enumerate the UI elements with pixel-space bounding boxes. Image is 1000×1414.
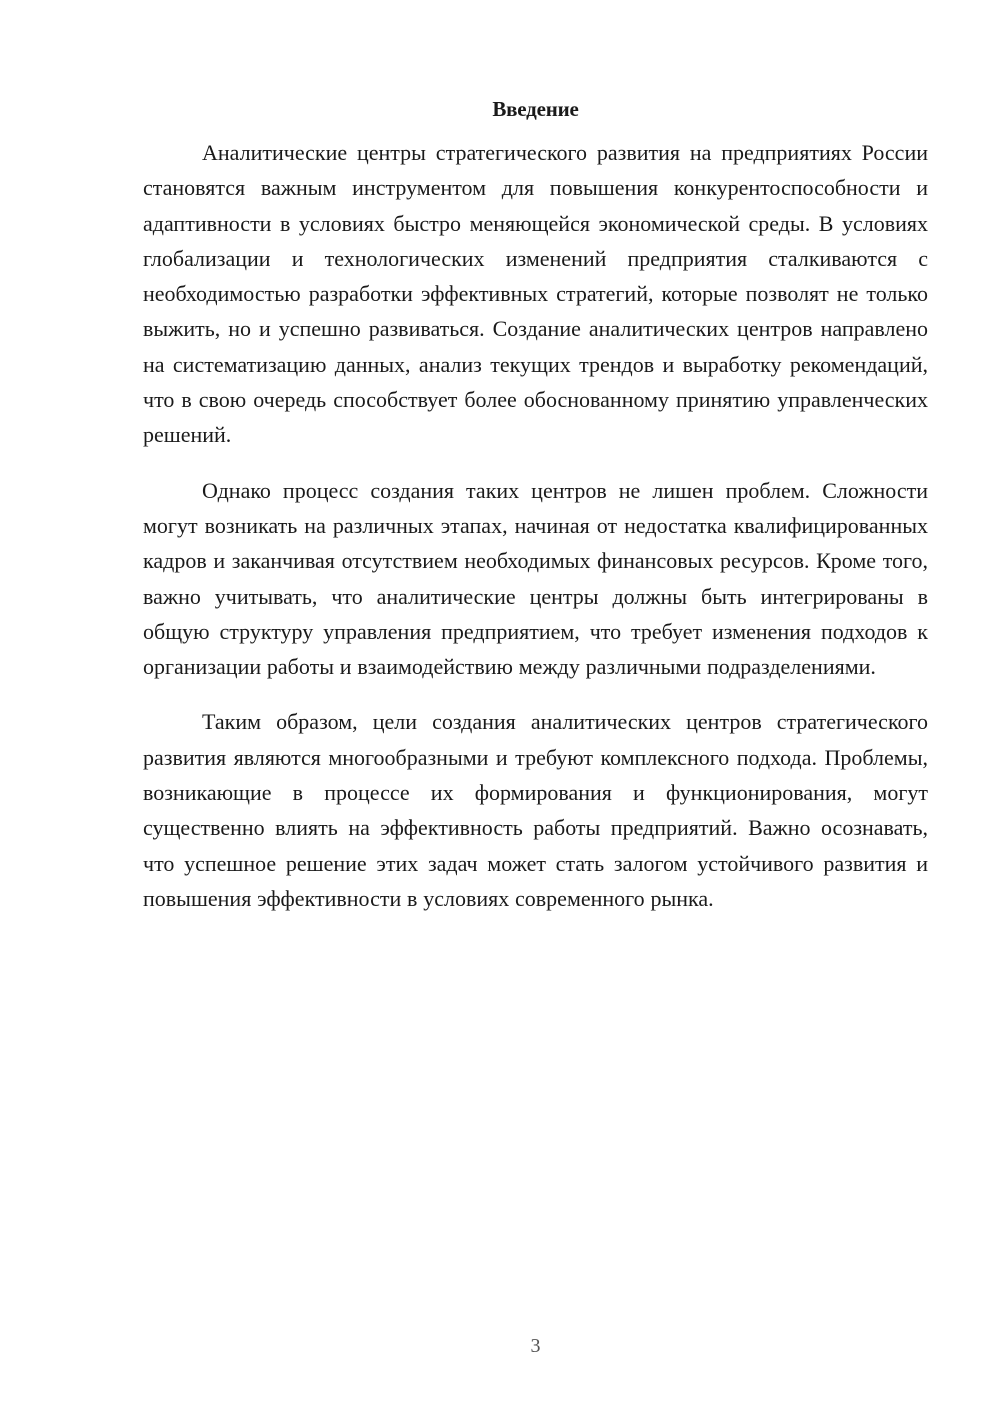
page-number: 3 — [530, 1335, 541, 1357]
paragraph-2: Однако процесс создания таких центров не лишен проблем. Сложности могут возникать на различных этапах, начиная от недостатка квалифицированных кадров и заканчивая отсутствием необходимых финансовых ресурсов. Кроме того, важно учитывать, что аналитические центры должны быть интегрированы в общую структуру управления предприятием, что требует изменения подходов к организации работы и взаимодействию между различными подразделениями. — [143, 477, 928, 680]
page-content — [143, 92, 928, 936]
section-heading: Введение — [492, 97, 579, 121]
paragraph-3: Таким образом, цели создания аналитических центров стратегического развития являются многообразными и требуют комплексного подхода. Проблемы, возникающие в процессе их формирования и функционирования, могут существенно влиять на эффективность работы предприятий. Важно осознавать, что успешное решение этих задач может стать залогом устойчивого развития и повышения эффективности в условиях современного рынка. — [143, 709, 928, 911]
paragraph-1: Аналитические центры стратегического развития на предприятиях России становятся важным инструментом для повышения конкурентоспособности и адаптивности в условиях быстро меняющейся экономической среды. В условиях глобализации и технологических изменений предприятия сталкиваются с необходимостью разработки эффективных стратегий, которые позволят не только выжить, но и успешно развиваться. Создание аналитических центров направлено на систематизацию данных, анализ текущих трендов и выработку рекомендаций, что в свою очередь способствует более обоснованному принятию управленческих решений. — [143, 140, 928, 448]
